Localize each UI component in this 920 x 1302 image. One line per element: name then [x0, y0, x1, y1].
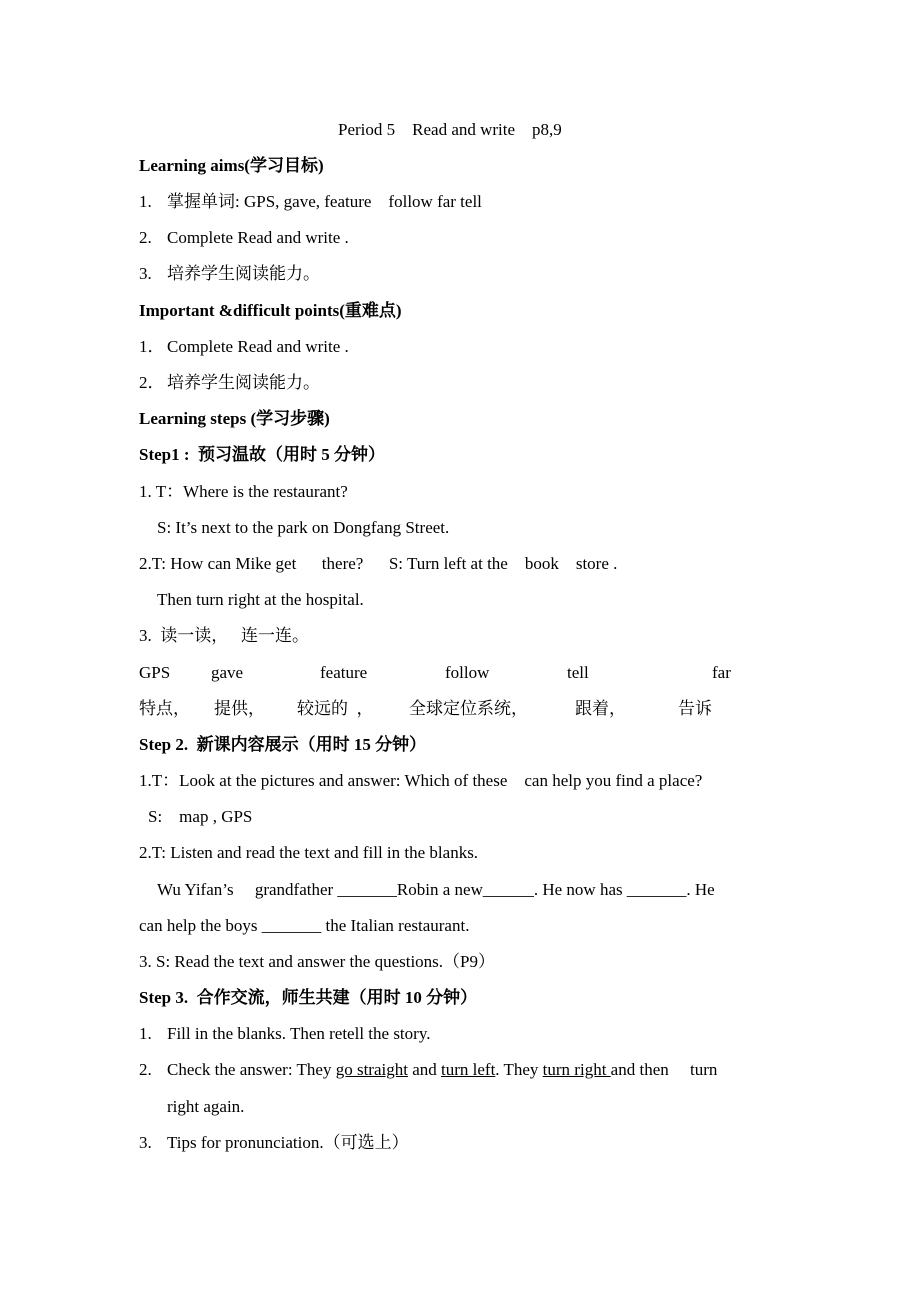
key-points-heading: Important &difficult points(重难点) [139, 301, 402, 320]
list-text: 培养学生阅读能力。 [167, 264, 320, 283]
step3-item [139, 1132, 409, 1154]
answer-text: Check the answer: They [167, 1060, 336, 1079]
step1-line: 2.T: How can Mike get there? S: Turn left at the book store . [139, 554, 618, 573]
list-number: 2． [139, 373, 165, 392]
step2-line: 2.T: Listen and read the text and fill in the blanks. [139, 843, 479, 862]
list-text: 培养学生阅读能力。 [167, 373, 320, 392]
step3-item [139, 1023, 430, 1045]
lesson-title: Period 5 Read and write p8,9 [338, 120, 562, 139]
step3-heading: Step 3. 合作交流，师生共建（用时 10 分钟） [139, 988, 478, 1007]
aims-item [139, 263, 320, 285]
vocab-meaning: 跟着， [575, 699, 626, 718]
step2-line: can help the boys _______ the Italian restaurant. [139, 916, 470, 935]
step2-line: Wu Yifan’s grandfather _______Robin a new______. He now has _______. He [157, 880, 715, 899]
list-number: 1. [139, 1024, 152, 1043]
list-number: 2. [139, 228, 152, 247]
list-number: 2. [139, 1060, 152, 1079]
list-number: 1. [139, 192, 152, 211]
vocab-meaning: 提供， [214, 699, 265, 718]
vocab-word: GPS [139, 663, 171, 682]
answer-text: and then turn [610, 1060, 718, 1079]
list-text: Complete Read and write . [167, 228, 349, 247]
step1-line: Then turn right at the hospital. [157, 590, 364, 609]
underlined-answer: turn left [441, 1060, 496, 1079]
step1-line: 3. 读一读， 连一连。 [139, 626, 309, 645]
step1-heading: Step1 : 预习温故（用时 5 分钟） [139, 445, 386, 464]
learning-steps-heading: Learning steps (学习步骤) [139, 409, 330, 428]
answer-text: . They [495, 1060, 543, 1079]
step3-item [139, 1059, 717, 1081]
vocab-word: follow [445, 663, 490, 682]
vocab-word: feature [320, 663, 368, 682]
underlined-answer: turn right [542, 1060, 611, 1079]
step2-heading: Step 2. 新课内容展示（用时 15 分钟） [139, 735, 427, 754]
step1-line: 1. T：Where is the restaurant? [139, 482, 348, 501]
vocab-meaning: 告诉 [678, 699, 712, 718]
vocab-word: tell [567, 663, 589, 682]
aims-item [139, 191, 482, 213]
step2-line: 1.T：Look at the pictures and answer: Which of these can help you find a place? [139, 771, 703, 790]
list-number: 3. [139, 264, 152, 283]
list-text: Fill in the blanks. Then retell the story. [167, 1024, 431, 1043]
points-item [139, 336, 349, 358]
vocab-meaning: 特点， [139, 699, 190, 718]
learning-aims-heading: Learning aims(学习目标) [139, 156, 324, 175]
list-number: 3. [139, 1133, 152, 1152]
answer-text: and [407, 1060, 441, 1079]
step2-line: S: map , GPS [148, 807, 253, 826]
points-item [139, 372, 320, 394]
step1-line: S: It’s next to the park on Dongfang Street. [157, 518, 450, 537]
aims-item [139, 227, 349, 249]
step3-continuation: right again. [167, 1097, 245, 1116]
step2-line: 3. S: Read the text and answer the questions.（P9） [139, 952, 496, 971]
list-text: Complete Read and write . [167, 337, 349, 356]
vocab-word: gave [211, 663, 244, 682]
vocab-meaning: 全球定位系统， [409, 699, 528, 718]
underlined-answer: go straight [335, 1060, 408, 1079]
list-text: Tips for pronunciation.（可选上） [167, 1133, 409, 1152]
vocab-meaning: 较远的 ， [297, 699, 374, 718]
vocab-word: far [712, 663, 731, 682]
list-text: 掌握单词: GPS, gave, feature follow far tell [167, 192, 482, 211]
list-number: 1． [139, 337, 165, 356]
